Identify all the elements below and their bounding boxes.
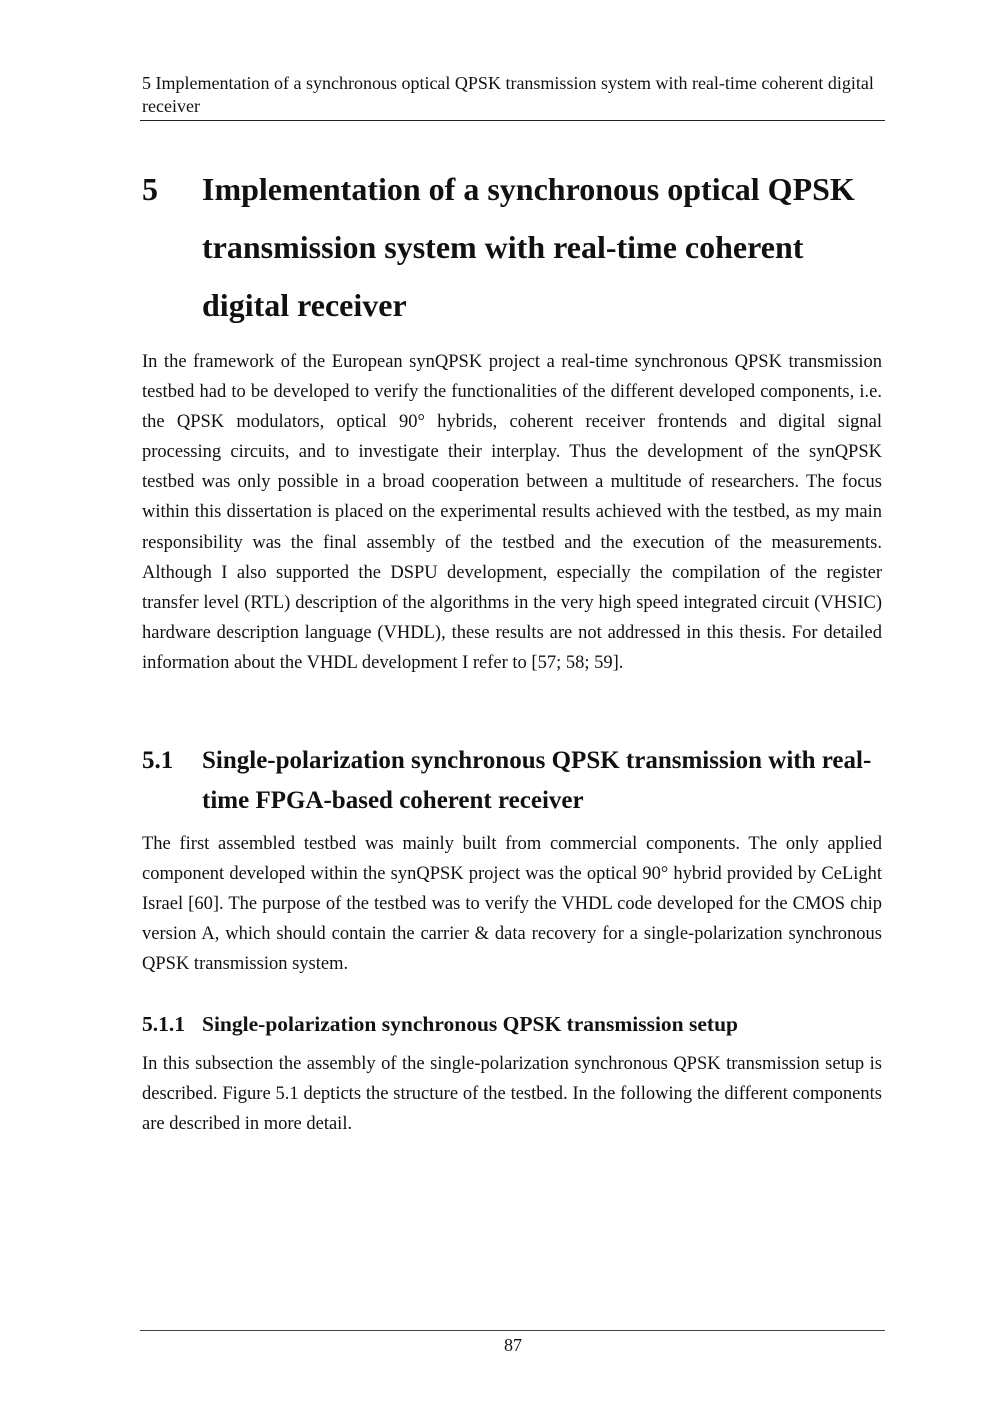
chapter-number: 5 (142, 171, 158, 207)
header-rule (140, 120, 885, 121)
intro-paragraph: In the framework of the European synQPSK project a real-time synchronous QPSK transmission testbed had to be developed to verify the functionalities of the different developed components, i.e. the QPSK modulators, optical 90° hybrids, coherent receiver frontends and digital signal processing circuits, and to investigate their interplay. Thus the development of the synQPSK testbed was only possible in a broad cooperation between a multitude of researchers. The focus within this dissertation is placed on the experimental results achieved with the testbed, as my main responsibility was the final assembly of the testbed and the execution of the measurements. Although I also supported the DSPU development, especially the compilation of the register transfer level (RTL) description of the algorithms in the very high speed integrated circuit (VHSIC) hardware description language (VHDL), these results are not addressed in this thesis. For detailed information about the VHDL development I refer to [57; 58; 59]. (142, 352, 882, 673)
section-5-1-number: 5.1 (142, 747, 174, 774)
footer-rule (140, 1330, 885, 1331)
section-5-1-1-paragraph: In this subsection the assembly of the single-polarization synchronous QPSK transmission setup is described. Figure 5.1 depticts the structure of the testbed. In the following the different components are described in more detail. (142, 1054, 882, 1135)
chapter-title: Implementation of a synchronous optical QPSK transmission system with real-time coherent digital receiver (202, 171, 855, 323)
page-number: 87 (504, 1335, 522, 1355)
section-5-1-paragraph: The first assembled testbed was mainly built from commercial components. The only applied component developed within the synQPSK project was the optical 90° hybrid provided by CeLight Israel [60]. The purpose of the testbed was to verify the VHDL code developed for the CMOS chip version A, which should contain the carrier & data recovery for a single-polarization synchronous QPSK transmission system. (142, 834, 882, 975)
section-5-1-title: Single-polarization synchronous QPSK transmission with real-time FPGA-based coherent receiver (202, 747, 872, 814)
section-5-1-1-title: Single-polarization synchronous QPSK transmission setup (202, 1012, 738, 1036)
section-5-1-1-number: 5.1.1 (142, 1012, 185, 1036)
running-header: 5 Implementation of a synchronous optical QPSK transmission system with real-time coherent digital receiver (142, 73, 874, 116)
